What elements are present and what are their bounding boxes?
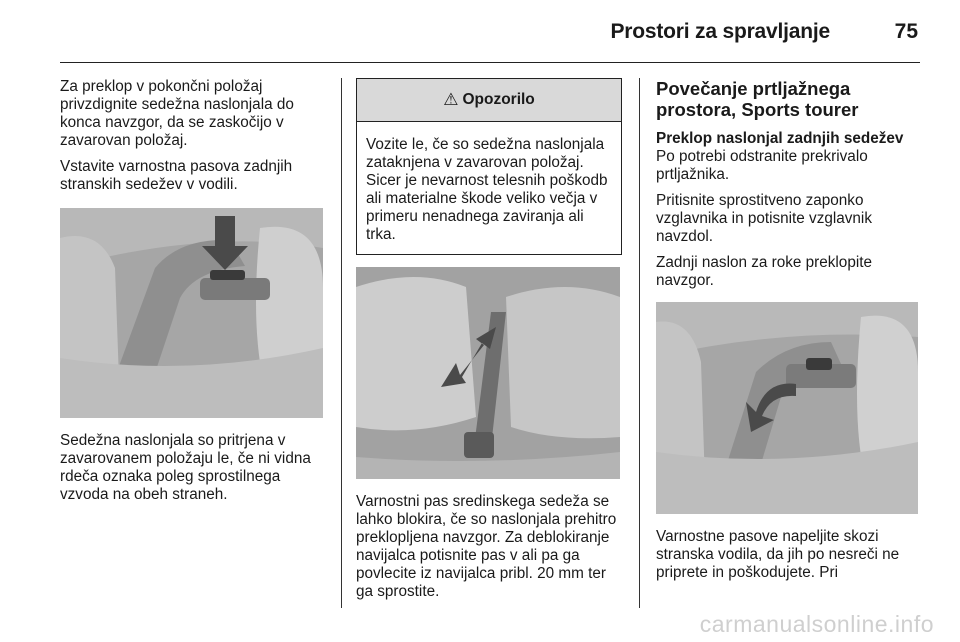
watermark: carmanualsonline.info bbox=[699, 611, 934, 637]
warning-header bbox=[357, 79, 621, 122]
warning-title: Opozorilo bbox=[462, 91, 535, 108]
subsection-heading: Preklop naslonjal zadnjih sedežev bbox=[656, 130, 904, 147]
warning-text: Vozite le, če so sedežna naslonjala zataknjena v zavarovan položaj. Sicer je nevarnost telesnih poškodb ali materialne škode veliko večja v primeru nenadnega zaviranja ali trka. bbox=[366, 136, 608, 243]
center-belt-illustration bbox=[356, 267, 620, 479]
page-header bbox=[60, 0, 920, 63]
warning-icon: ⚠ bbox=[443, 90, 459, 109]
armrest-fold-illustration bbox=[656, 302, 918, 514]
paragraph: Sedežna naslonjala so pritrjena v zavarovanem položaju le, če ni vidna rdeča oznaka poleg sprostilnega vzvoda na obeh straneh. bbox=[60, 432, 311, 503]
warning-box bbox=[356, 78, 622, 255]
column-middle bbox=[356, 78, 626, 609]
paragraph: Po potrebi odstranite prekrivalo prtljažnika. bbox=[656, 148, 868, 183]
paragraph: Pritisnite sprostitveno zaponko vzglavnika in potisnite vzglavnik navzdol. bbox=[656, 192, 872, 245]
paragraph: Zadnji naslon za roke preklopite navzgor. bbox=[656, 254, 872, 289]
paragraph: Varnostne pasove napeljite skozi stranska vodila, da jih po nesreči ne priprete in poškodujete. Pri bbox=[656, 528, 900, 581]
column-right bbox=[656, 78, 922, 590]
page-title: Prostori za spravljanje bbox=[610, 20, 830, 43]
paragraph: Za preklop v pokončni položaj privzdignite sedežna naslonjala do konca navzgor, da se zaskočijo v zavarovan položaj. bbox=[60, 78, 294, 149]
paragraph: Vstavite varnostna pasova zadnjih stranskih sedežev v vodili. bbox=[60, 158, 293, 193]
paragraph: Varnostni pas sredinskega sedeža se lahko blokira, če so naslonjala prehitro preklopljena navzgor. Za deblokiranje navijalca potisnite pas v ali pa ga povlecite iz navijalca pribl. 20 mm ter ga sprostite. bbox=[356, 493, 617, 600]
column-divider bbox=[341, 78, 342, 608]
page-number: 75 bbox=[894, 20, 918, 43]
column-divider bbox=[639, 78, 640, 608]
section-heading: Povečanje prtljažnega prostora, Sports tourer bbox=[656, 78, 859, 120]
column-left bbox=[60, 78, 330, 512]
seatback-lock-illustration bbox=[60, 208, 323, 418]
